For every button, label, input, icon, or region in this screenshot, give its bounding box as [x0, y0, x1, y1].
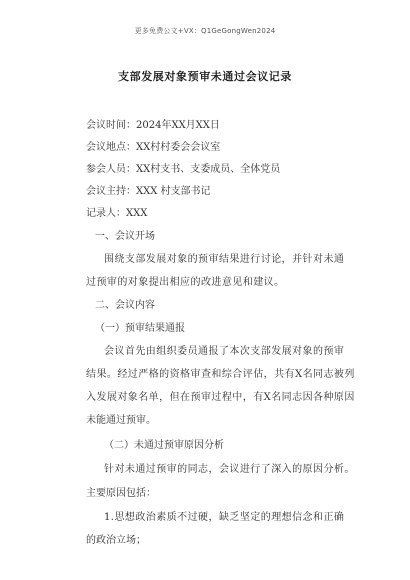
- paragraph-line: 针对未通过预审的同志，会议进行了深入的原因分析。: [104, 464, 355, 475]
- document-title: 支部发展对象预审未通过会议记录: [118, 70, 292, 83]
- paragraph-line: 入发展对象名单，但在预审过程中，有X名同志因各种原因: [86, 392, 355, 403]
- meeting-time: 会议时间：2024年XX月XX日: [86, 120, 220, 131]
- paragraph-line: 未能通过预审。: [86, 415, 156, 426]
- paragraph-line: 主要原因包括：: [86, 488, 156, 499]
- subsection-heading-analysis: （二）未通过预审原因分析: [104, 440, 224, 451]
- paragraph-line: 围绕支部发展对象的预审结果进行讨论，并针对未通: [104, 254, 345, 265]
- meeting-recorder: 记录人：XXX: [86, 208, 148, 219]
- list-item-line: 1.思想政治素质不过硬，缺乏坚定的理想信念和正确: [104, 512, 345, 523]
- subsection-heading-results: （一）预审结果通报: [95, 323, 185, 334]
- meeting-attendees: 参会人员：XX村支书、支委成员、全体党员: [86, 164, 281, 175]
- paragraph-line: 会议首先由组织委员通报了本次支部发展对象的预审: [104, 346, 345, 357]
- watermark-text: 更多免费公文+VX：Q1GeGongWen2024: [134, 27, 276, 35]
- section-heading-content: 二、会议内容: [95, 300, 155, 311]
- list-item-line: 的政治立场；: [86, 535, 146, 546]
- meeting-host: 会议主持：XXX 村支部书记: [86, 186, 211, 197]
- section-heading-opening: 一、会议开场: [95, 231, 155, 242]
- paragraph-line: 过预审的对象提出相应的改进意见和建议。: [86, 277, 285, 288]
- paragraph-line: 结果。经过严格的资格审查和综合评估，共有X名同志被列: [86, 369, 355, 380]
- meeting-place: 会议地点：XX村村委会会议室: [86, 142, 221, 153]
